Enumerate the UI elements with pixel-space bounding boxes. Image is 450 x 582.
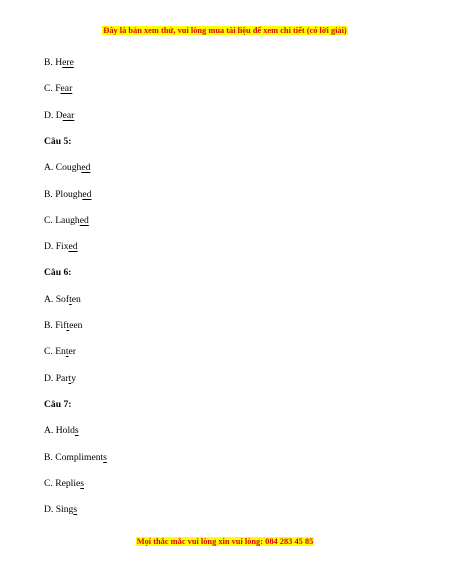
answer-option <box>44 57 74 69</box>
answer-option <box>44 189 91 201</box>
underlined-part: ed <box>68 241 78 253</box>
option-text: C. Replie <box>44 477 81 489</box>
answer-option <box>44 215 89 227</box>
underlined-part: t <box>65 346 69 358</box>
option-text: D. Fix <box>44 241 69 253</box>
answer-option <box>44 452 107 464</box>
underlined-part: ed <box>81 162 91 174</box>
underlined-part: ere <box>62 57 74 68</box>
underlined-part: s <box>74 425 79 437</box>
option-text: D. D <box>44 109 63 121</box>
underlined-part: s <box>103 451 107 463</box>
underlined-part: ear <box>60 83 73 95</box>
underlined-part: s <box>73 504 78 516</box>
underlined-part: ed <box>79 214 89 226</box>
question-heading: Câu 6: <box>44 267 72 279</box>
question-heading: Câu 7: <box>44 398 72 410</box>
option-text-suffix: y <box>71 372 76 384</box>
underlined-part: ed <box>82 188 92 200</box>
answer-option <box>44 241 78 253</box>
option-text: C. F <box>44 83 61 95</box>
answer-option <box>44 373 76 385</box>
option-text: B. H <box>44 57 63 68</box>
option-text: D. Par <box>44 372 69 384</box>
option-text: A. Cough <box>44 162 82 174</box>
contact-banner-text: Mọi thắc mắc vui lòng xin vui lòng: 084 283 45 85 <box>136 537 314 546</box>
contact-banner <box>0 536 450 548</box>
option-text-suffix: er <box>68 346 76 358</box>
answer-option <box>44 83 72 95</box>
question-heading: Câu 5: <box>44 135 72 147</box>
answer-option <box>44 478 84 490</box>
option-text: C. Laugh <box>44 214 80 226</box>
answer-option <box>44 162 90 174</box>
underlined-part: ear <box>62 109 75 121</box>
option-text: C. En <box>44 346 66 358</box>
option-text-suffix: een <box>69 320 83 331</box>
option-text: A. Hold <box>44 425 75 437</box>
answer-option <box>44 294 81 306</box>
underlined-part: t <box>68 372 72 384</box>
answer-option <box>44 504 77 516</box>
option-text: B. Compliment <box>44 451 104 463</box>
preview-banner-text: Đây là bản xem thử, vui lòng mua tài liệu để xem chi tiết (có lời giải) <box>103 26 347 35</box>
underlined-part: s <box>80 477 84 489</box>
answer-option <box>44 425 79 437</box>
option-text: A. Sof <box>44 293 70 305</box>
underlined-part: t <box>69 293 72 305</box>
answer-option <box>44 320 82 332</box>
option-text: B. Fif <box>44 320 67 331</box>
preview-banner <box>0 25 450 37</box>
option-text: D. Sing <box>44 504 74 516</box>
answer-option <box>44 346 76 358</box>
underlined-part: t <box>66 320 70 331</box>
answer-option <box>44 110 74 122</box>
option-text: B. Plough <box>44 188 83 200</box>
option-text-suffix: en <box>71 293 81 305</box>
